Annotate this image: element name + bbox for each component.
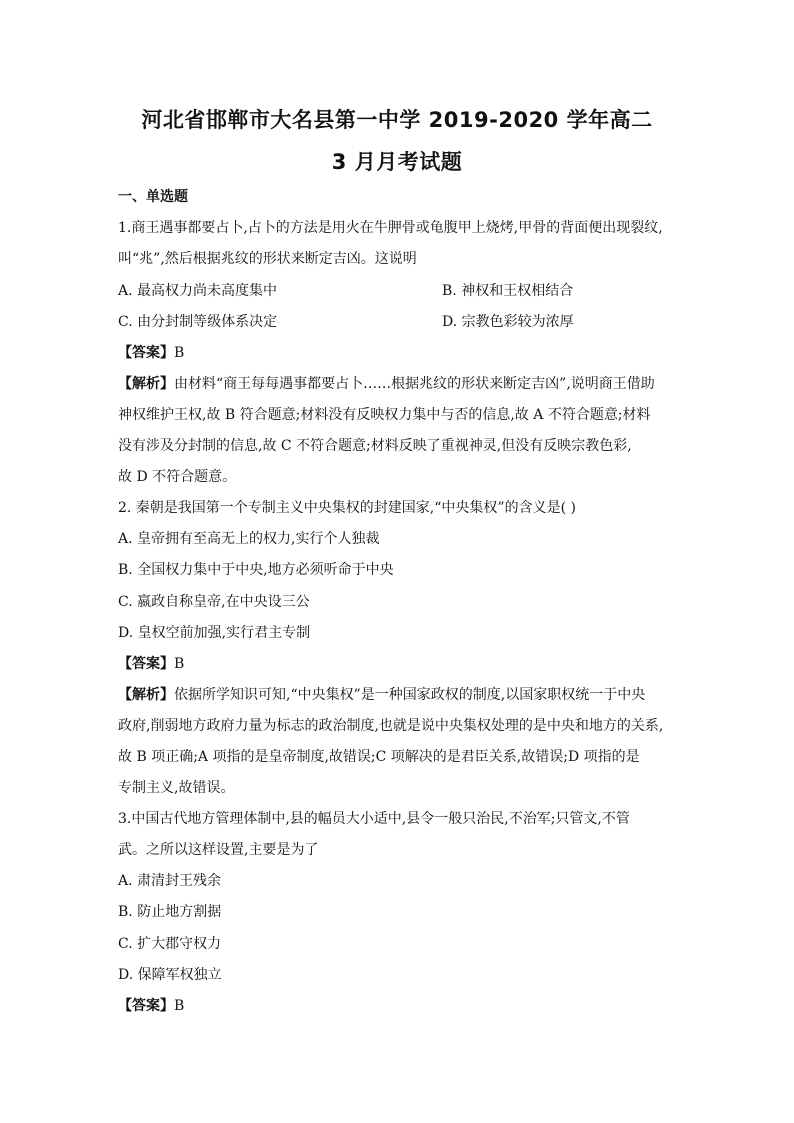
q1-stem-line1: 1.商王遇事都要占卜,占卜的方法是用火在牛胛骨或龟腹甲上烧烤,甲骨的背面便出现裂纹, <box>118 220 663 236</box>
q2-answer <box>118 655 688 673</box>
document-title-line1: 河北省邯郸市大名县第一中学 2019-2020 学年高二 <box>141 108 653 132</box>
q1-option-a: A. 最高权力尚未高度集中 <box>118 283 278 299</box>
analysis-text: 由材料“商王每每遇事都要占卜……根据兆纹的形状来断定吉凶”,说明商王借助 <box>174 376 655 392</box>
q2-analysis-line2: 政府,削弱地方政府力量为标志的政治制度,也就是说中央集权处理的是中央和地方的关系, <box>118 718 664 734</box>
q2-option-a: A. 皇帝拥有至高无上的权力,实行个人独裁 <box>118 531 380 547</box>
answer-tag: 【答案】 <box>118 656 174 672</box>
q3-stem-line2: 武。之所以这样设置,主要是为了 <box>118 842 319 858</box>
q1-option-c: C. 由分封制等级体系决定 <box>118 314 278 330</box>
q2-analysis-line1 <box>118 686 688 704</box>
q1-analysis-line1 <box>118 375 688 393</box>
analysis-tag: 【解析】 <box>118 687 174 703</box>
q1-analysis-line3: 没有涉及分封制的信息,故 C 不符合题意;材料反映了重视神灵,但没有反映宗教色彩, <box>118 438 632 454</box>
q2-stem: 2. 秦朝是我国第一个专制主义中央集权的封建国家,“中央集权”的含义是( ) <box>118 500 576 516</box>
q3-option-c: C. 扩大郡守权力 <box>118 936 222 952</box>
q1-option-b: B. 神权和王权相结合 <box>442 283 574 299</box>
q1-option-d: D. 宗教色彩较为浓厚 <box>442 314 574 330</box>
answer-tag: 【答案】 <box>118 998 174 1014</box>
q3-answer <box>118 997 688 1015</box>
answer-value: B <box>174 345 185 361</box>
q3-stem-line1: 3.中国古代地方管理体制中,县的幅员大小适中,县令一般只治民,不治军;只管文,不管 <box>118 811 630 827</box>
q2-option-c: C. 嬴政自称皇帝,在中央设三公 <box>118 594 310 610</box>
q3-option-a: A. 肃清封王残余 <box>118 873 222 889</box>
q2-analysis-line4: 专制主义,故错误。 <box>118 780 235 796</box>
q2-option-b: B. 全国权力集中于中央,地方必须听命于中央 <box>118 562 394 578</box>
answer-value: B <box>174 998 185 1014</box>
q2-analysis-line3: 故 B 项正确;A 项指的是皇帝制度,故错误;C 项解决的是君臣关系,故错误;D 项指的是 <box>118 749 640 765</box>
q3-option-b: B. 防止地方割据 <box>118 904 222 920</box>
q3-option-d: D. 保障军权独立 <box>118 967 222 983</box>
q1-answer <box>118 344 688 362</box>
analysis-text: 依据所学知识可知,“中央集权”是一种国家政权的制度,以国家职权统一于中央 <box>174 687 646 703</box>
section-heading: 一、单选题 <box>118 189 188 205</box>
q1-stem-line2: 叫“兆”,然后根据兆纹的形状来断定吉凶。这说明 <box>118 251 417 267</box>
answer-tag: 【答案】 <box>118 345 174 361</box>
q2-option-d: D. 皇权空前加强,实行君主专制 <box>118 625 311 641</box>
q1-analysis-line4: 故 D 不符合题意。 <box>118 469 237 485</box>
analysis-tag: 【解析】 <box>118 376 174 392</box>
q1-analysis-line2: 神权维护王权,故 B 符合题意;材料没有反映权力集中与否的信息,故 A 不符合题意;材料 <box>118 407 651 423</box>
document-title-line2: 3 月月考试题 <box>331 150 463 174</box>
answer-value: B <box>174 656 185 672</box>
